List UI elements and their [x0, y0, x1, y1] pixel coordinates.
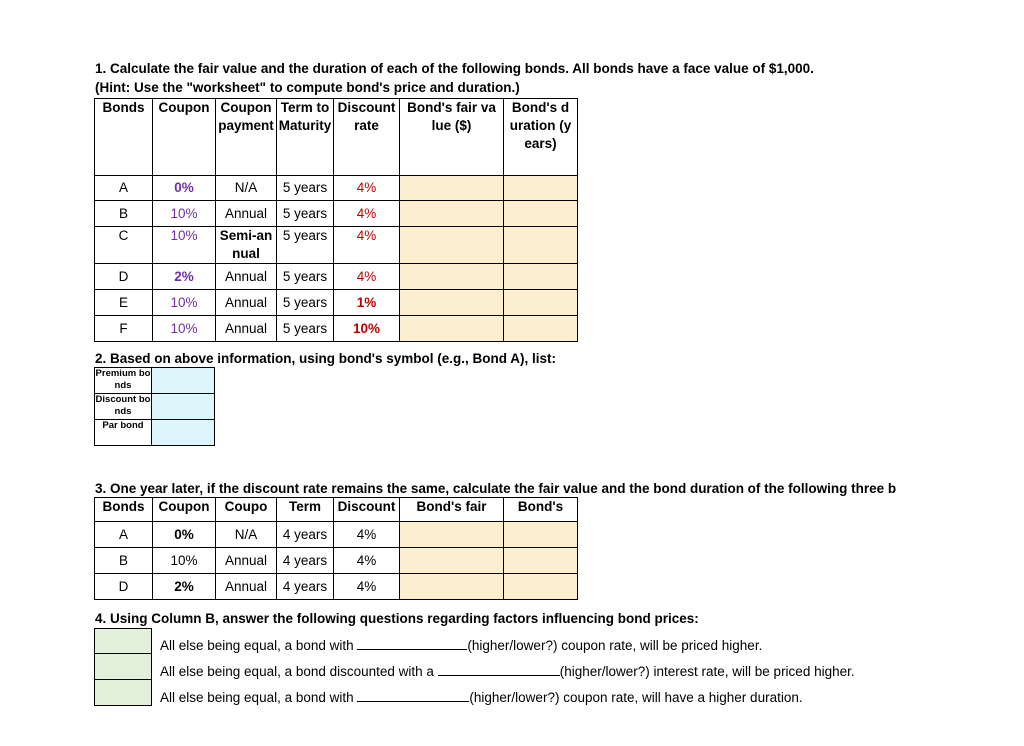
discount-rate: 1% — [334, 290, 400, 316]
q2-label-discount: Discount bonds — [95, 394, 152, 420]
bond-symbol: B — [95, 201, 153, 227]
coupon-payment: Annual — [216, 201, 277, 227]
coupon-rate: 10% — [153, 227, 216, 264]
table-row — [95, 548, 578, 574]
term-to-maturity: 5 years — [277, 264, 334, 290]
bond-symbol: A — [95, 522, 153, 548]
duration-input[interactable] — [504, 548, 578, 574]
discount-rate: 4% — [334, 201, 400, 227]
q4-line-1 — [160, 636, 762, 653]
coupon-payment: Annual — [216, 264, 277, 290]
coupon-payment: N/A — [216, 176, 277, 201]
duration-input[interactable] — [504, 201, 578, 227]
table-row — [95, 368, 215, 394]
q4-answer-1-box[interactable] — [95, 629, 152, 654]
discount-rate: 4% — [334, 574, 400, 600]
coupon-rate: 2% — [153, 574, 216, 600]
duration-input[interactable] — [504, 176, 578, 201]
q4-line-2-blank[interactable] — [438, 662, 560, 676]
term-to-maturity: 5 years — [277, 290, 334, 316]
discount-rate: 4% — [334, 176, 400, 201]
coupon-payment: Annual — [216, 574, 277, 600]
coupon-rate: 2% — [153, 264, 216, 290]
term-to-maturity: 5 years — [277, 201, 334, 227]
q1-header-fair-value: Bond's fair value ($) — [400, 99, 504, 176]
q4-line-3-blank[interactable] — [357, 688, 469, 702]
q4-answer-3-box[interactable] — [95, 680, 152, 706]
fair-value-input[interactable] — [400, 176, 504, 201]
coupon-rate: 10% — [153, 201, 216, 227]
bond-symbol: F — [95, 316, 153, 342]
fair-value-input[interactable] — [400, 290, 504, 316]
q3-title: 3. One year later, if the discount rate remains the same, calculate the fair value and the bond duration of the following three b — [95, 481, 897, 496]
term-to-maturity: 4 years — [277, 548, 334, 574]
q4-answer-2-box[interactable] — [95, 654, 152, 680]
discount-rate: 10% — [334, 316, 400, 342]
table-row — [95, 227, 578, 264]
q4-line-3 — [160, 688, 803, 705]
q2-label-premium: Premium bonds — [95, 368, 152, 394]
duration-input[interactable] — [504, 316, 578, 342]
q3-header-term: Term — [277, 498, 334, 522]
q4-line-1-blank[interactable] — [357, 636, 467, 650]
fair-value-input[interactable] — [400, 522, 504, 548]
par-bond-input[interactable] — [152, 420, 215, 446]
q2-table — [94, 367, 215, 446]
coupon-rate: 10% — [153, 290, 216, 316]
discount-rate: 4% — [334, 264, 400, 290]
term-to-maturity: 4 years — [277, 522, 334, 548]
fair-value-input[interactable] — [400, 201, 504, 227]
q1-header-term: Term to Maturity — [277, 99, 334, 176]
q1-header-coupon: Coupon — [153, 99, 216, 176]
q4-line-1-post: (higher/lower?) coupon rate, will be priced higher. — [467, 638, 763, 653]
bond-symbol: E — [95, 290, 153, 316]
q1-hint: (Hint: Use the "worksheet" to compute bond's price and duration.) — [95, 80, 520, 95]
fair-value-input[interactable] — [400, 548, 504, 574]
fair-value-input[interactable] — [400, 264, 504, 290]
coupon-rate: 10% — [153, 316, 216, 342]
bond-symbol: A — [95, 176, 153, 201]
discount-rate: 4% — [334, 522, 400, 548]
table-row — [95, 264, 578, 290]
duration-input[interactable] — [504, 227, 578, 264]
q3-header-coupon: Coupon — [153, 498, 216, 522]
q1-header-payment: Coupon payment — [216, 99, 277, 176]
bond-symbol: D — [95, 264, 153, 290]
table-row — [95, 176, 578, 201]
term-to-maturity: 5 years — [277, 316, 334, 342]
duration-input[interactable] — [504, 264, 578, 290]
fair-value-input[interactable] — [400, 574, 504, 600]
fair-value-input[interactable] — [400, 316, 504, 342]
q4-line-3-post: (higher/lower?) coupon rate, will have a higher duration. — [469, 690, 803, 705]
bond-symbol: C — [95, 227, 153, 264]
q3-header-bonds: Bonds — [95, 498, 153, 522]
coupon-payment: Semi-annual — [216, 227, 277, 264]
q2-label-par: Par bond — [95, 420, 152, 446]
duration-input[interactable] — [504, 290, 578, 316]
q3-header-duration: Bond's — [504, 498, 578, 522]
coupon-rate: 0% — [153, 522, 216, 548]
discount-rate: 4% — [334, 227, 400, 264]
discount-bonds-input[interactable] — [152, 394, 215, 420]
q3-header-discount: Discount — [334, 498, 400, 522]
table-row — [95, 420, 215, 446]
table-row — [95, 522, 578, 548]
coupon-rate: 0% — [153, 176, 216, 201]
term-to-maturity: 5 years — [277, 227, 334, 264]
discount-rate: 4% — [334, 548, 400, 574]
coupon-payment: N/A — [216, 522, 277, 548]
q3-header-payment: Coupo — [216, 498, 277, 522]
q4-title: 4. Using Column B, answer the following questions regarding factors influencing bond prices: — [95, 611, 699, 626]
table-row — [95, 394, 215, 420]
term-to-maturity: 5 years — [277, 176, 334, 201]
table-row — [95, 290, 578, 316]
q4-answer-boxes — [94, 628, 152, 706]
term-to-maturity: 4 years — [277, 574, 334, 600]
coupon-payment: Annual — [216, 316, 277, 342]
table-row — [95, 201, 578, 227]
table-row — [95, 574, 578, 600]
q4-line-2-post: (higher/lower?) interest rate, will be priced higher. — [559, 664, 855, 679]
q1-header-duration: Bond's duration (years) — [504, 99, 578, 176]
q1-table — [94, 98, 578, 342]
premium-bonds-input[interactable] — [152, 368, 215, 394]
q3-header-fair-value: Bond's fair — [400, 498, 504, 522]
q4-line-2-pre: All else being equal, a bond discounted with a — [160, 664, 434, 679]
bond-symbol: D — [95, 574, 153, 600]
q4-line-2 — [160, 662, 855, 679]
q4-line-3-pre: All else being equal, a bond with — [160, 690, 354, 705]
bond-symbol: B — [95, 548, 153, 574]
coupon-rate: 10% — [153, 548, 216, 574]
duration-input[interactable] — [504, 574, 578, 600]
q1-header-discount: Discount rate — [334, 99, 400, 176]
coupon-payment: Annual — [216, 290, 277, 316]
coupon-payment: Annual — [216, 548, 277, 574]
q1-header-bonds: Bonds — [95, 99, 153, 176]
duration-input[interactable] — [504, 522, 578, 548]
table-row — [95, 316, 578, 342]
q2-title: 2. Based on above information, using bond's symbol (e.g., Bond A), list: — [95, 351, 556, 366]
q1-title: 1. Calculate the fair value and the duration of each of the following bonds. All bonds have a face value of $1,000. — [95, 61, 814, 76]
fair-value-input[interactable] — [400, 227, 504, 264]
q3-table — [94, 497, 578, 600]
q4-line-1-pre: All else being equal, a bond with — [160, 638, 354, 653]
